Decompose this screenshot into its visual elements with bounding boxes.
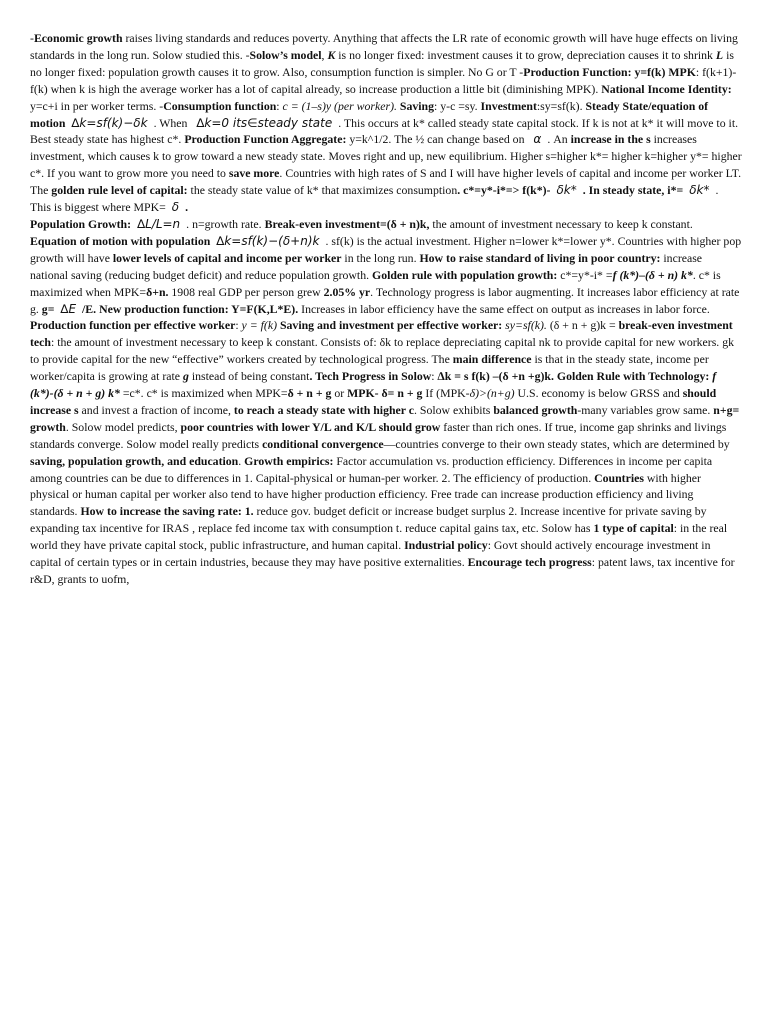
term-countries: Countries	[594, 470, 644, 485]
term-one-type-capital: 1 type of capital	[593, 521, 674, 536]
term-golden-rule-technology: Golden Rule with Technology:	[556, 369, 710, 384]
text-run: (δ + n + g)k =	[546, 318, 619, 333]
text-run: with higher physical or human capital per worker also tend to have higher production efficiency. Free trade can increase production efficiency and living standards.	[30, 470, 701, 519]
term-e: /E.	[82, 301, 97, 316]
term-reach-steady-state: to reach a steady state with higher c	[233, 402, 414, 417]
term-break-even-investment: Break-even investment=(δ + n)k,	[264, 216, 430, 231]
notes-text	[30, 30, 742, 588]
effective-saving-equation: sy=sf(k).	[505, 318, 547, 333]
text-run: : y-c =sy.	[434, 98, 481, 113]
term-raise-standard: How to raise standard of living in poor country:	[419, 250, 661, 265]
text-run: : the amount of investment necessary to keep k constant. Consists of: δk to replace depreciating capital nk to provide capital for new workers. gk to provide capital for the new “effective” workers created by technological progress. The	[30, 335, 734, 367]
term-conditional-convergence: conditional convergence	[262, 436, 384, 451]
term-production-function: Production Function: y=f(k) MPK	[523, 64, 696, 79]
text-run: reduce gov. budget deficit or increase budget surplus 2. Increase incentive for private saving by expanding tax incentive for IRAS , replace fed income tax with consumption t. reduce capital gains tax, etc. Solow has	[30, 504, 707, 536]
equation-delta-k: δk*	[689, 183, 710, 198]
term-mpk-tech: δ + n + g	[287, 386, 332, 401]
term-saving-investment-effective: Saving and investment per effective worker:	[279, 318, 503, 333]
text-run: . When	[153, 115, 191, 130]
term-golden-rule: golden rule level of capital:	[51, 183, 188, 198]
term-investment: Investment	[480, 98, 537, 113]
text-run: . n=growth rate.	[186, 216, 265, 231]
text-run: . sf(k) is the actual investment. Higher n=lower k*=lower y*. Countries with higher pop growth will have	[30, 233, 742, 265]
text-run: the steady state value of k* that maximizes consumption	[187, 183, 458, 198]
term-saving-population-education: saving, population growth, and education	[30, 453, 239, 468]
term-steady-state: Steady State/equation of motion	[30, 98, 709, 130]
equation-delta-k: δk*	[556, 183, 577, 198]
text-run: is no longer fixed: population growth causes it to grow. Also, consumption function is simpler. No G or T -	[30, 47, 734, 79]
text-run: : patent laws, tax incentive for r&D, grants to uofm,	[30, 555, 735, 586]
term-growth-rate: 2.05% yr	[323, 284, 371, 299]
equation-alpha: α	[533, 132, 542, 147]
term-in-steady-state: . In steady state, i*=	[582, 183, 684, 198]
term-n-plus-g: n+g= growth	[30, 402, 740, 434]
equation-population-growth: ∆L/L=n	[137, 216, 181, 231]
term-lower-levels: lower levels of capital and income per worker	[112, 250, 342, 265]
text-run: y=c+i in per worker terms. -	[30, 98, 164, 113]
equation-delta: δ	[171, 200, 180, 215]
term-solow-model: Solow’s model	[249, 47, 322, 62]
term-population-growth: Population Growth:	[30, 216, 132, 231]
text-run: c*=y*-i* =	[557, 267, 613, 282]
text-run: . This is biggest where MPK=	[30, 183, 719, 215]
term-consumption-function: Consumption function	[163, 98, 277, 113]
text-run: is no longer fixed: investment causes it to grow, depreciation causes it to shrink	[335, 47, 716, 62]
golden-rule-equation: f (k*)–(δ + n) k*	[612, 267, 693, 282]
term-balanced-growth: balanced growth	[493, 402, 578, 417]
text-run: 1908 real GDP per person grew	[168, 284, 324, 299]
text-run: . Countries with high rates of S and I will have higher levels of capital and income per worker LT. The	[30, 166, 742, 198]
text-run: increase national saving (reducing budget deficit) and reduce population growth.	[30, 250, 703, 282]
effective-production-equation: y = f(k)	[241, 318, 278, 333]
term-industrial-policy: Industrial policy	[404, 538, 488, 553]
text-run: ,	[321, 47, 328, 62]
text-run: . Solow exhibits	[414, 402, 494, 417]
term-saving: Saving	[399, 98, 435, 113]
equation-of-motion-population: ∆k=sf(k)−(δ+n)k	[216, 233, 320, 248]
consumption-equation: c = (1–s)y (per worker).	[282, 98, 397, 113]
text-run: raises living standards and reduces poverty. Anything that affects the LR rate of economic growth will have huge effects on living standards in the long run. Solow studied this. -	[30, 31, 738, 62]
text-run: : Govt should actively encourage investment in capital of certain types or in certain industries, because they may have positive externalities.	[30, 538, 711, 570]
text-run: —countries converge to their own steady states, which are determined by	[383, 436, 730, 451]
text-run: Factor accumulation vs. production efficiency. Differences in income per capita among countries can be due to differences in 1. Capital-physical or human-per worker. 2. The efficiency of production.	[30, 453, 713, 485]
term-mpk: δ+n.	[146, 284, 169, 299]
text-run: increases investment, which causes k to grow toward a new steady state. Moves right and up, new equilibrium. Higher s=higher k*= higher k=higher y*= higher c*. If you want to grow more you need to	[30, 132, 742, 181]
term-poor-countries: poor countries with lower Y/L and K/L should grow	[180, 419, 441, 434]
text-run: is that in the steady state, income per worker/capita is growing at rate	[30, 352, 709, 384]
term-increase-in-s: increase in the s	[570, 132, 651, 147]
text-run: .	[185, 200, 189, 215]
text-run: =c*. c* is maximized when MPK=	[119, 386, 288, 401]
symbol-l: L	[715, 47, 724, 62]
text-run: . Solow model predicts,	[65, 419, 181, 434]
term-increase-saving-rate: How to increase the saving rate: 1.	[80, 504, 254, 519]
symbol-k: K	[327, 47, 336, 62]
text-run: Increases in labor efficiency have the same effect on output as increases in labor force.	[298, 301, 710, 316]
text-run: and invest a fraction of income,	[78, 402, 234, 417]
text-run: If (MPK-	[422, 386, 470, 401]
text-run: :	[235, 318, 242, 333]
term-g: g=	[41, 301, 55, 316]
text-run: :sy=sf(k).	[536, 98, 586, 113]
text-run: δ)>(n+g)	[469, 386, 515, 401]
term-national-income-identity: National Income Identity:	[601, 81, 732, 96]
term-production-function-effective: Production function per effective worker	[30, 318, 236, 333]
equation-steady-state: ∆k=0 its∈steady state	[196, 115, 333, 130]
term-equation-with-population: Equation of motion with population	[30, 233, 211, 248]
text-run: .	[238, 453, 245, 468]
text-run: . c* is maximized when MPK=	[30, 267, 721, 299]
term-main-difference: main difference	[452, 352, 532, 367]
equation-of-motion: ∆k=sf(k)−δk	[71, 115, 148, 130]
term-new-production-function: New production function: Y=F(K,L*E).	[99, 301, 299, 316]
term-economic-growth: Economic growth	[33, 31, 123, 45]
text-run: : in the real world they have private capital stock, public infrastructure, and human capital.	[30, 521, 728, 553]
term-encourage-tech: Encourage tech progress	[467, 555, 592, 570]
text-run: U.S. economy is below GRSS and	[514, 386, 683, 401]
term-c-star: . c*=y*-i*=> f(k*)-	[457, 183, 551, 198]
text-run: -	[30, 31, 34, 45]
tech-progress-equation: ∆k = s f(k) –(δ +n +g)k.	[437, 369, 554, 384]
term-growth-empirics: Growth empirics:	[244, 453, 334, 468]
term-save-more: save more	[228, 166, 280, 181]
equation-delta-e: ∆E	[60, 301, 77, 316]
text-run: . This occurs at k* called steady state capital stock. If k is not at k* it will move to it. Best steady state has highest c*.	[30, 115, 739, 147]
term-mpk-minus-delta: MPK- δ= n + g	[347, 386, 423, 401]
text-run: in the long run.	[341, 250, 420, 265]
golden-rule-tech-equation: f (k*)-(δ + n + g) k*	[30, 369, 717, 401]
text-run: the amount of investment necessary to keep k constant.	[429, 216, 693, 231]
text-run: : f(k+1)-f(k) when k is high the average worker has a lot of capital already, so increase production a little bit (diminishing MPK).	[30, 64, 737, 96]
term-production-function-aggregate: Production Function Aggregate:	[184, 132, 347, 147]
text-run: -many variables grow same.	[577, 402, 714, 417]
text-run: . Technology progress is labor augmenting. It increases labor efficiency at rate g.	[30, 284, 740, 316]
term-break-even-tech: break-even investment tech	[30, 318, 733, 350]
text-run: or	[331, 386, 348, 401]
text-run: . An	[547, 132, 571, 147]
term-golden-rule-population: Golden rule with population growth:	[372, 267, 558, 282]
symbol-g: g	[182, 369, 189, 384]
text-run: faster than rich ones. If true, income gap shrinks and livings standards converge. Solow model really predicts	[30, 419, 727, 451]
text-run: instead of being constant	[188, 369, 310, 384]
text-run: :	[431, 369, 438, 384]
term-tech-progress: . Tech Progress in Solow	[309, 369, 432, 384]
text-run: :	[276, 98, 283, 113]
text-run: y=k^1/2. The ½ can change based on	[346, 132, 528, 147]
term-should-increase-s: should increase s	[30, 386, 717, 417]
